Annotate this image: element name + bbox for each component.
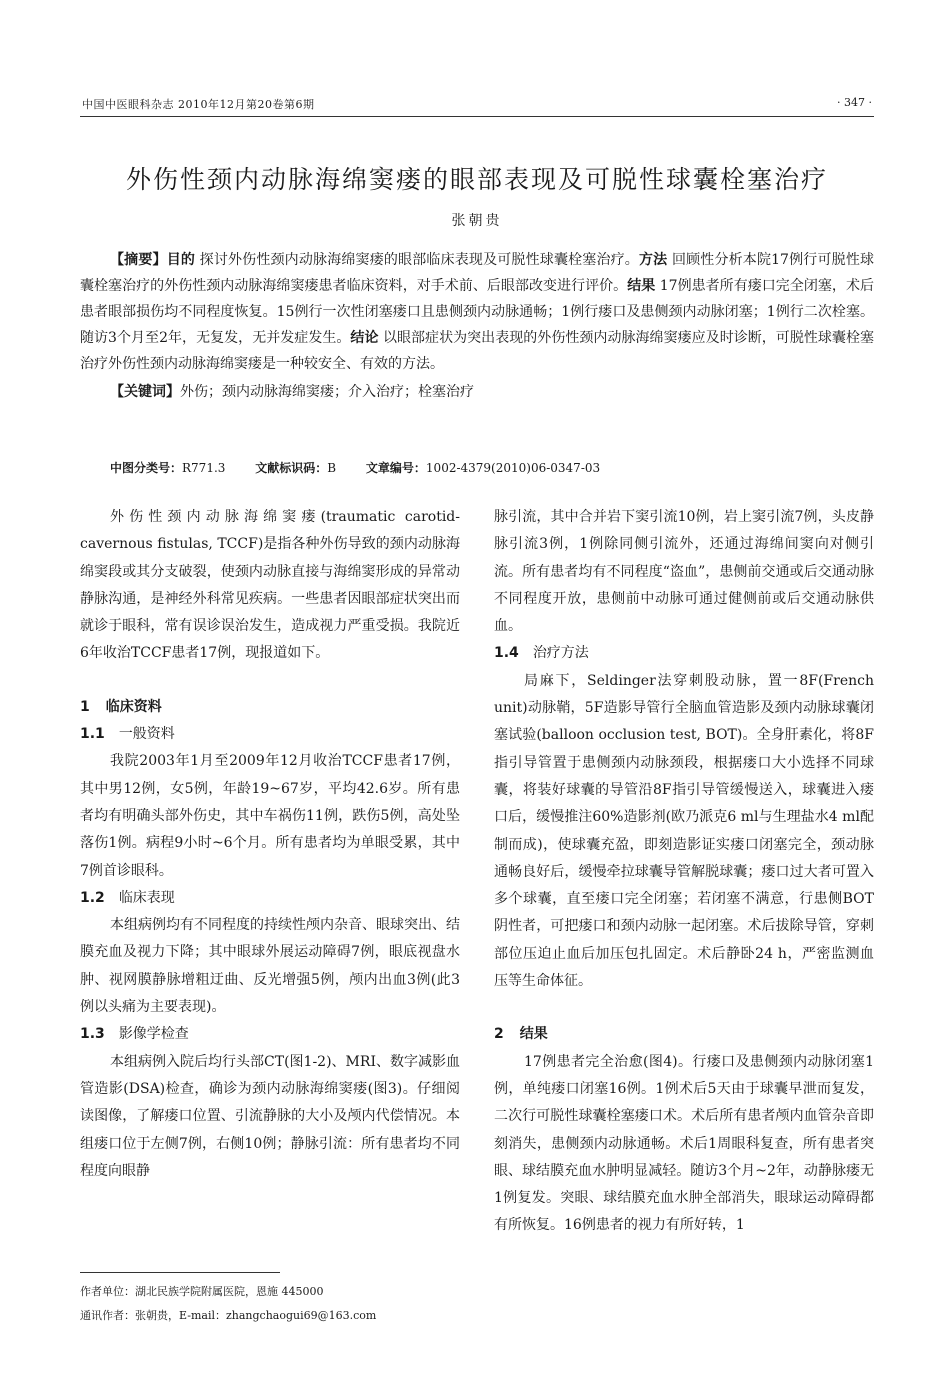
intro-paragraph: 外伤性颈内动脉海绵窦瘘(traumatic carotid-cavernous fistulas, TCCF)是指各种外伤导致的颈内动脉海绵窦段或其分支破裂，使颈内动脉直接与海绵窦形成的异常动静脉沟通，是神经外科常见疾病。一些患者因眼部症状突出而就诊于眼科，常有误诊误治发生，造成视力严重受损。我院近6年收治TCCF患者17例，现报道如下。 <box>80 509 460 662</box>
clc-value: R771.3 <box>182 461 226 475</box>
section-1-4-title: 治疗方法 <box>532 645 589 662</box>
footnote-correspondence: 通讯作者：张朝贵，E-mail：zhangchaogui69@163.com <box>80 1309 377 1322</box>
section-2-title: 结果 <box>519 1026 548 1043</box>
abstract-paragraph <box>80 247 874 377</box>
section-gap <box>494 995 874 1021</box>
keywords-paragraph <box>80 379 874 405</box>
section-1-2-heading <box>80 885 460 912</box>
abstract-tag: 【摘要】 <box>110 252 167 268</box>
page-number: · 347 · <box>837 96 872 109</box>
article-value: 1002-4379(2010)06-0347-03 <box>425 461 601 475</box>
abstract-block <box>80 247 874 405</box>
article-label: 文章编号： <box>365 461 426 475</box>
running-header-journal: 中国中医眼科杂志 2010年12月第20卷第6期 <box>82 98 315 111</box>
section-1-3-title: 影像学检查 <box>118 1026 189 1043</box>
section-1-1-heading <box>80 721 460 748</box>
classification-line <box>110 459 626 476</box>
article-title: 外伤性颈内动脉海绵窦瘘的眼部表现及可脱性球囊栓塞治疗 <box>125 165 828 194</box>
clc-label: 中图分类号： <box>110 461 183 475</box>
abstract-objective-label: 目的 <box>166 252 196 268</box>
clc-number <box>110 461 225 475</box>
section-2-number: 2 <box>494 1026 504 1043</box>
section-1-3-heading <box>80 1021 460 1048</box>
abstract-conclusion-text: 以眼部症状为突出表现的外伤性颈内动脉海绵窦瘘应及时诊断，可脱性球囊栓塞治疗外伤性颈内动脉海绵窦瘘是一种较安全、有效的方法。 <box>80 330 874 372</box>
section-1-4-paragraph: 局麻下，Seldinger法穿刺股动脉，置一8F(French unit)动脉鞘，5F造影导管行全脑血管造影及颈内动脉球囊闭塞试验(balloon occlusion test, BOT)。全身肝素化，将8F指引导管置于患侧颈内动脉颈段，根据瘘口大小选择不同球囊，将装好球囊的导管沿8F指引导管缓慢送入，球囊进入瘘口后，缓慢推注60%造影剂(欧乃派克6 ml与生理盐水4 ml配制而成)，使球囊充盈，即刻造影证实瘘口闭塞完全，颈动脉通畅良好后，缓慢牵拉球囊导管解脱球囊；瘘口过大者可置入多个球囊，直至瘘口完全闭塞；若闭塞不满意，行患侧BOT阴性者，可把瘘口和颈内动脉一起闭塞。术后拔除导管，穿刺部位压迫止血后加压包扎固定。术后静卧24 h，严密监测血压等生命体征。 <box>494 672 874 990</box>
section-2-paragraph: 17例患者完全治愈(图4)。行瘘口及患侧颈内动脉闭塞1例，单纯瘘口闭塞16例。1例术后5天由于球囊早泄而复发，二次行可脱性球囊栓塞瘘口术。术后所有患者颅内血管杂音即刻消失，患侧颈内动脉通畅。术后1周眼科复查，所有患者突眼、球结膜充血水肿明显减轻。随访3个月~2年，动静脉瘘无1例复发。突眼、球结膜充血水肿全部消失，眼球运动障碍都有所恢复。16例患者的视力有所好转，1 <box>494 1053 874 1234</box>
abstract-objective-text: 探讨外伤性颈内动脉海绵窦瘘的眼部临床表现及可脱性球囊栓塞治疗。 <box>199 252 639 268</box>
section-1-2-title: 临床表现 <box>118 889 175 906</box>
keywords-text: 外伤；颈内动脉海绵窦瘘；介入治疗；栓塞治疗 <box>180 384 474 400</box>
section-1-3-paragraph: 本组病例入院后均行头部CT(图1-2)、MRI、数字减影血管造影(DSA)检查，确诊为颈内动脉海绵窦瘘(图3)。仔细阅读图像，了解瘘口位置、引流静脉的大小及颅内代偿情况。本组瘘口位于左侧7例，右侧10例；静脉引流：所有患者均不同程度向眼静 <box>80 1053 460 1179</box>
section-1-2-paragraph: 本组病例均有不同程度的持续性颅内杂音、眼球突出、结膜充血及视力下降；其中眼球外展运动障碍7例，眼底视盘水肿、视网膜静脉增粗迂曲、反光增强5例，颅内出血3例(此3例以头痛为主要表现)。 <box>80 917 460 1016</box>
section-1-number: 1 <box>80 698 90 715</box>
keywords-tag: 【关键词】 <box>110 384 180 400</box>
section-2-heading <box>494 1021 874 1048</box>
footnote-rule <box>80 1272 280 1273</box>
left-column <box>80 504 460 1185</box>
header-rule <box>80 116 874 117</box>
section-1-3-continuation: 脉引流，其中合并岩下窦引流10例，岩上窦引流7例，头皮静脉引流3例，1例除同侧引流外，还通过海绵间窦向对侧引流。所有患者均有不同程度“盗血”，患侧前交通或后交通动脉不同程度开放，患侧前中动脉可通过健侧前或后交通动脉供血。 <box>494 509 874 635</box>
doc-label: 文献标识码： <box>255 461 328 475</box>
section-1-3-number: 1.3 <box>80 1026 105 1043</box>
doc-value: B <box>327 461 337 475</box>
article-number <box>366 461 600 475</box>
right-column <box>494 504 874 1240</box>
abstract-methods-label: 方法 <box>638 252 668 268</box>
section-1-4-heading <box>494 640 874 667</box>
section-1-1-title: 一般资料 <box>118 726 175 743</box>
section-1-1-number: 1.1 <box>80 726 105 743</box>
footnote-affiliation: 作者单位：湖北民族学院附属医院，恩施 445000 <box>80 1285 324 1298</box>
abstract-methods-text: 回顾性分析本院17例行可脱性球囊栓塞治疗的外伤性颈内动脉海绵窦瘘患者临床资料，对手术前、后眼部改变进行评价。 <box>80 252 874 294</box>
section-1-2-number: 1.2 <box>80 889 105 906</box>
abstract-conclusion-label: 结论 <box>350 330 379 346</box>
doc-code <box>255 461 336 475</box>
abstract-results-text: 17例患者所有瘘口完全闭塞，术后患者眼部损伤均不同程度恢复。15例行一次性闭塞瘘口且患侧颈内动脉通畅；1例行瘘口及患侧颈内动脉闭塞；1例行二次栓塞。随访3个月至2年，无复发，无并发症发生。 <box>80 278 874 346</box>
section-gap <box>80 668 460 694</box>
section-1-title: 临床资料 <box>105 698 162 715</box>
section-1-heading <box>80 694 460 721</box>
section-1-1-paragraph: 我院2003年1月至2009年12月收治TCCF患者17例，其中男12例，女5例，年龄19~67岁，平均42.6岁。所有患者均有明确头部外伤史，其中车祸伤11例，跌伤5例，高处坠落伤1例。病程9小时~6个月。所有患者均为单眼受累，其中7例首诊眼科。 <box>80 753 460 879</box>
article-author: 张朝贵 <box>451 213 503 229</box>
section-1-4-number: 1.4 <box>494 645 519 662</box>
abstract-results-label: 结果 <box>627 278 656 294</box>
